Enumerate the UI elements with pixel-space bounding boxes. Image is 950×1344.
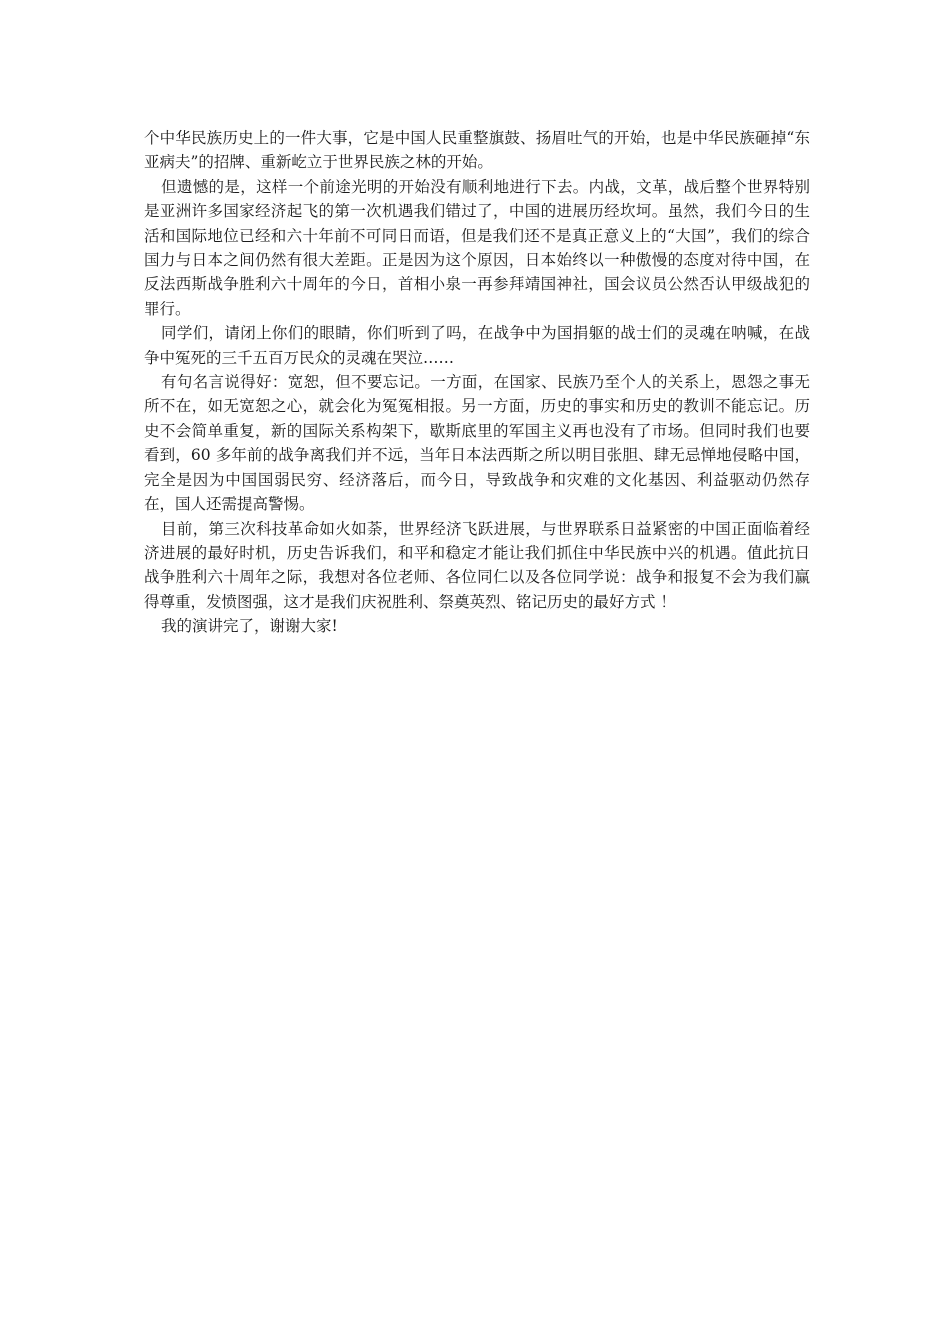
document-body [144, 126, 810, 639]
paragraph-4: 有句名言说得好：宽恕，但不要忘记。一方面，在国家、民族乃至个人的关系上，恩怨之事无所不在，如无宽恕之心，就会化为冤冤相报。另一方面，历史的事实和历史的教训不能忘记。历史不会简单重复，新的国际关系构架下，歇斯底里的军国主义再也没有了市场。但同时我们也要看到，60 多年前的战争离我们并不远，当年日本法西斯之所以明目张胆、肆无忌惮地侵略中国，完全是因为中国国弱民穷、经济落后，而今日，导致战争和灾难的文化基因、利益驱动仍然存在，国人还需提高警惕。 [144, 373, 810, 514]
paragraph-3: 同学们，请闭上你们的眼睛，你们听到了吗，在战争中为国捐躯的战士们的灵魂在呐喊，在战争中冤死的三千五百万民众的灵魂在哭泣…… [144, 324, 810, 367]
paragraph-2: 但遗憾的是，这样一个前途光明的开始没有顺利地进行下去。内战，文革，战后整个世界特别是亚洲许多国家经济起飞的第一次机遇我们错过了，中国的进展历经坎坷。虽然，我们今日的生活和国际地位已经和六十年前不可同日而语，但是我们还不是真正意义上的“大国”，我们的综合国力与日本之间仍然有很大差距。正是因为这个原因，日本始终以一种傲慢的态度对待中国，在反法西斯战争胜利六十周年的今日，首相小泉一再参拜靖国神社，国会议员公然否认甲级战犯的罪行。 [144, 177, 810, 318]
paragraph-5: 目前，第三次科技革命如火如荼，世界经济飞跃进展，与世界联系日益紧密的中国正面临着经济进展的最好时机，历史告诉我们，和平和稳定才能让我们抓住中华民族中兴的机遇。值此抗日战争胜利六十周年之际，我想对各位老师、各位同仁以及各位同学说：战争和报复不会为我们赢得尊重，发愤图强，这才是我们庆祝胜利、祭奠英烈、铭记历史的最好方式 ！ [144, 519, 810, 611]
paragraph-6: 我的演讲完了，谢谢大家! [161, 617, 338, 636]
paragraph-1: 个中华民族历史上的一件大事，它是中国人民重整旗鼓、扬眉吐气的开始，也是中华民族砸掉“东亚病夫”的招牌、重新屹立于世界民族之林的开始。 [144, 129, 810, 172]
